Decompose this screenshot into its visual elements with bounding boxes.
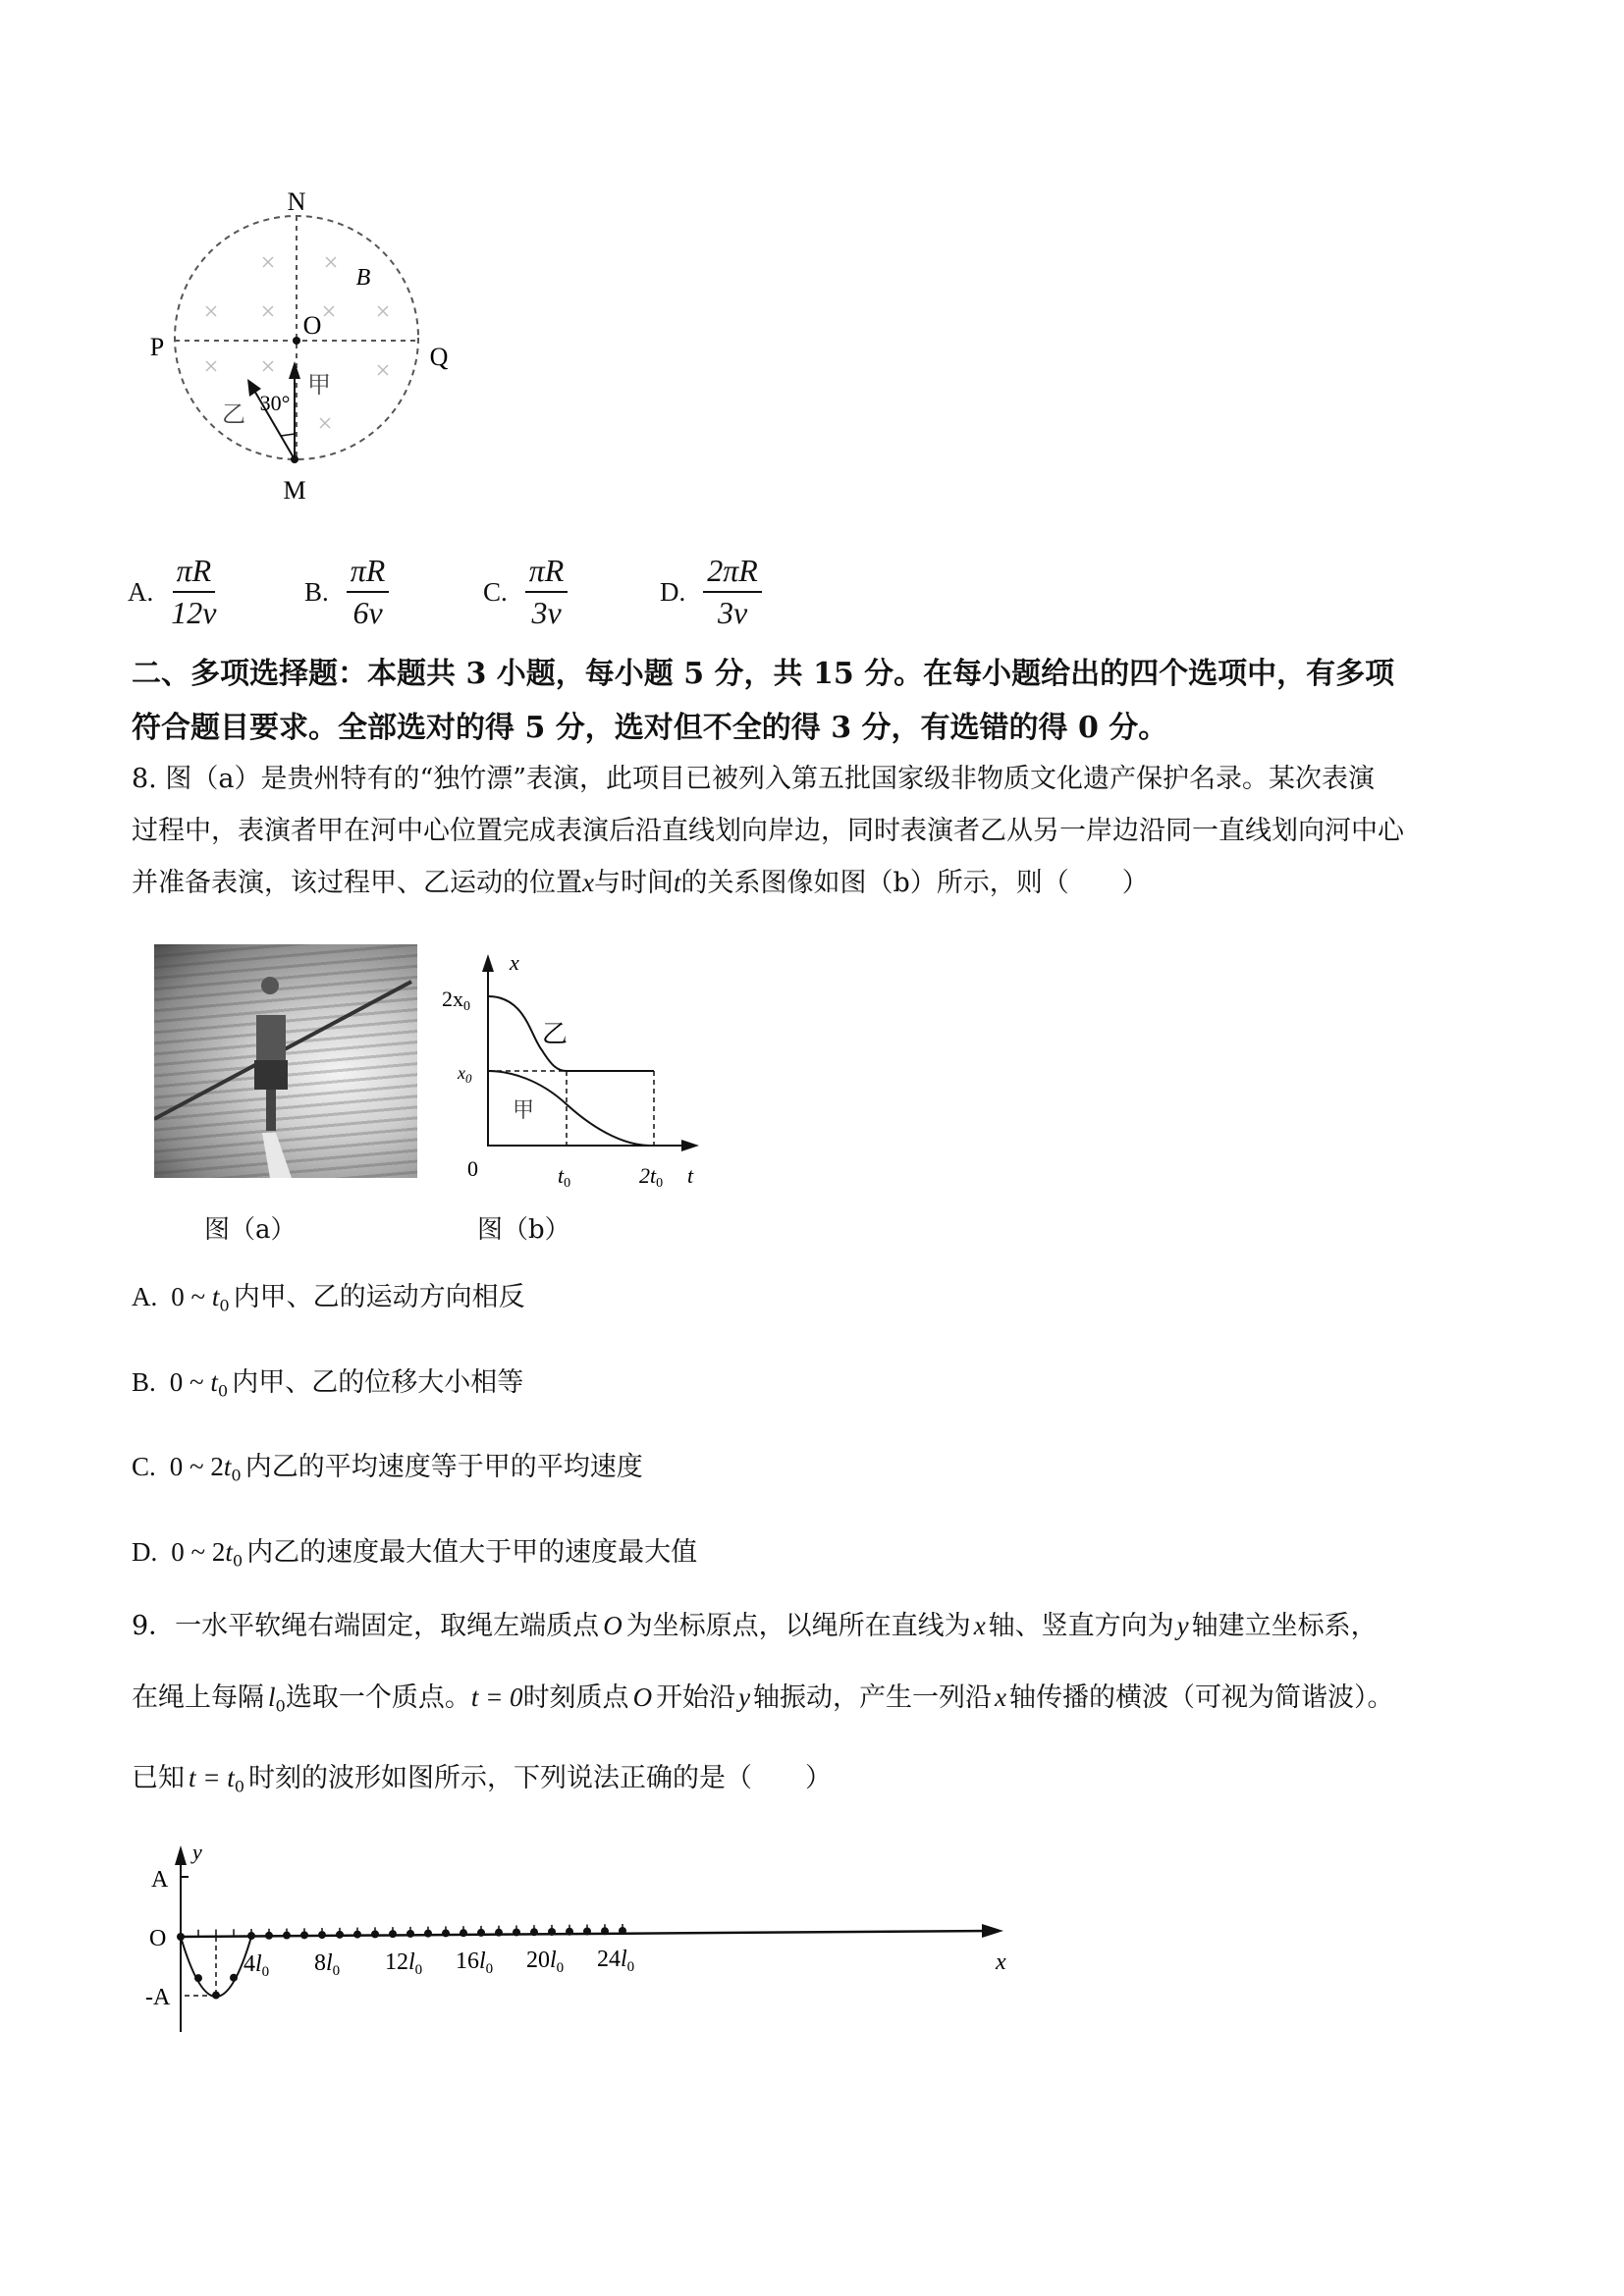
rope-particle <box>442 1929 450 1937</box>
center-point <box>293 337 300 345</box>
q8-stem-line2: 过程中，表演者甲在河中心位置完成表演后沿直线划向岸边，同时表演者乙从另一岸边沿同一直线划向河中心 <box>132 816 1404 846</box>
wave-particle <box>230 1974 238 1982</box>
option-range: 0 ~ 2 <box>169 1452 224 1481</box>
option-letter: C. <box>132 1452 156 1481</box>
rope-particle <box>477 1929 485 1937</box>
rope-particle <box>548 1928 556 1936</box>
tick-sub: 0 <box>556 1960 565 1977</box>
subscript: 0 <box>275 1696 286 1716</box>
option-letter: A. <box>132 1282 158 1311</box>
option-fraction <box>171 553 216 631</box>
rope-particle <box>424 1930 432 1938</box>
tick-sub: 0 <box>485 1961 494 1978</box>
rope-particle <box>353 1931 361 1939</box>
label-jia: 甲 <box>307 373 331 399</box>
q8-option-d[interactable] <box>132 1539 697 1570</box>
q9-wave-graph <box>128 1836 1011 2061</box>
stem-text: 为坐标原点，以绳所在直线为 <box>625 1611 971 1641</box>
wave-graph-svg <box>128 1836 1011 2061</box>
rope-particle <box>265 1932 273 1940</box>
amp-neg-label: -A <box>145 1985 171 2010</box>
q7-circle-figure <box>137 187 481 520</box>
tick-text: t <box>558 1163 565 1188</box>
x-tick-labels <box>244 1947 634 1980</box>
var-t: t <box>225 1537 233 1567</box>
magnetic-field-circle-diagram <box>137 187 481 520</box>
var-x: x <box>995 1682 1007 1712</box>
var-y: y <box>1176 1611 1189 1640</box>
stem-text: 已知 <box>132 1763 185 1793</box>
label-q: Q <box>429 343 449 371</box>
tick-unit: l <box>255 1951 262 1978</box>
tick-unit: l <box>479 1949 486 1975</box>
stem-text: 轴振动，产生一列沿 <box>753 1682 993 1713</box>
stem-text: 轴建立坐标系， <box>1191 1611 1378 1641</box>
rope-particle <box>530 1928 538 1936</box>
tick-number: 8 <box>314 1950 326 1977</box>
subscript: 0 <box>234 1777 245 1796</box>
angle-arc <box>281 434 295 436</box>
tick-x0 <box>457 1063 472 1086</box>
rope-particle <box>371 1930 379 1938</box>
q8-stem-line1: 8. 图（a）是贵州特有的“独竹漂”表演，此项目已被列入第五批国家级非物质文化遗产保护名录。某次表演 <box>132 764 1376 794</box>
tick-sub: 0 <box>465 1071 472 1086</box>
tick-number: 24 <box>597 1947 621 1973</box>
option-fraction <box>525 553 568 631</box>
caption-figure-a: 图（a） <box>204 1215 297 1245</box>
rope-particle <box>247 1932 255 1940</box>
rope-particle <box>513 1928 520 1936</box>
wave-particle <box>212 1992 220 2000</box>
var-t: t <box>211 1282 220 1311</box>
q7-option-c[interactable] <box>483 553 660 631</box>
section2-heading-line2: 符合题目要求。全部选对的得 5 分，选对但不全的得 3 分，有选错的得 0 分。 <box>132 711 1168 745</box>
section2-heading-line1: 二、多项选择题：本题共 3 小题，每小题 5 分，共 15 分。在每小题给出的四个选项中，有多项 <box>132 657 1395 691</box>
var-y: y <box>738 1682 751 1712</box>
option-letter: B. <box>132 1367 156 1397</box>
tick-sub: 0 <box>656 1176 664 1191</box>
tick-sub: 0 <box>332 1963 341 1980</box>
jia-arrowhead <box>289 361 300 379</box>
option-fraction <box>347 553 390 631</box>
performer-head <box>261 977 279 994</box>
var-o: O <box>632 1682 653 1712</box>
numerator: πR <box>347 553 390 593</box>
option-text: 内甲、乙的运动方向相反 <box>233 1282 525 1312</box>
var-t: t <box>673 868 681 897</box>
q9-stem-line1 <box>132 1613 1378 1639</box>
label-curve-yi: 乙 <box>542 1020 568 1048</box>
tick-unit: l <box>408 1949 415 1976</box>
q8-photo-figure-a <box>154 944 417 1178</box>
q8-stem-line3 <box>132 870 1149 896</box>
wave-particle <box>194 1974 202 1982</box>
rope-particle <box>566 1928 573 1936</box>
math-t-eq-t0: t = t <box>189 1763 235 1792</box>
stem-text: 并准备表演，该过程甲、乙运动的位置 <box>132 868 582 898</box>
rope-particle <box>300 1931 308 1939</box>
subscript: 0 <box>219 1296 230 1315</box>
x-tick-label <box>456 1949 493 1977</box>
label-curve-jia: 甲 <box>513 1097 535 1122</box>
tick-unit: l <box>326 1950 333 1977</box>
option-letter: B. <box>304 576 329 607</box>
q7-options <box>128 548 762 636</box>
x-tick-label <box>385 1949 422 1978</box>
var-l: l <box>268 1682 276 1712</box>
tick-2t0 <box>639 1163 663 1191</box>
x-tick-label <box>526 1948 564 1976</box>
subscript: 0 <box>232 1551 244 1571</box>
tick-number: 16 <box>456 1949 479 1975</box>
performer-silhouette <box>154 944 417 1178</box>
caption-figure-b: 图（b） <box>477 1215 570 1245</box>
tick-2x0 <box>442 987 470 1014</box>
var-o: O <box>603 1611 623 1640</box>
tick-number: 4 <box>244 1951 255 1978</box>
q7-option-b[interactable] <box>304 553 483 631</box>
numerator: 2πR <box>703 553 762 593</box>
tick-number: 12 <box>385 1949 408 1976</box>
rope-particle <box>389 1930 397 1938</box>
tick-text: x <box>458 1063 465 1083</box>
performer-skirt <box>254 1060 288 1090</box>
tick-sub: 0 <box>626 1959 635 1976</box>
x-tick-label <box>597 1947 634 1975</box>
rope-particle <box>583 1927 591 1935</box>
stem-text: 选取一个质点。 <box>285 1682 471 1713</box>
x-tick-label <box>314 1950 340 1979</box>
q8-option-b[interactable] <box>132 1369 523 1400</box>
q8-xt-graph-figure-b <box>432 942 727 1198</box>
stem-text: 轴、竖直方向为 <box>988 1611 1174 1641</box>
x-arrowhead <box>982 1924 1003 1938</box>
numerator: πR <box>525 553 568 593</box>
rope-particle <box>336 1931 344 1939</box>
tick-sub: 0 <box>414 1962 423 1979</box>
q9-stem-line3 <box>132 1765 832 1795</box>
tick-number: 20 <box>526 1948 550 1974</box>
stem-text: 与时间 <box>593 868 674 898</box>
y-arrowhead <box>482 954 494 972</box>
bamboo-pole <box>262 1133 292 1178</box>
rope-particle <box>318 1931 326 1939</box>
amp-pos-label: A <box>151 1867 169 1893</box>
option-letter: D. <box>132 1537 158 1567</box>
denominator: 6v <box>352 595 383 630</box>
performer-legs <box>266 1090 276 1131</box>
t-axis-label: t <box>687 1163 694 1188</box>
denominator: 3v <box>531 595 562 630</box>
option-letter: C. <box>483 576 508 607</box>
option-fraction <box>703 553 762 631</box>
q7-option-a[interactable] <box>128 553 304 631</box>
q8-option-c[interactable] <box>132 1454 643 1484</box>
tick-sub: 0 <box>564 1176 571 1191</box>
x-tick-label <box>244 1951 269 1980</box>
numerator: πR <box>173 553 216 593</box>
stem-text: 时刻质点 <box>522 1682 629 1713</box>
origin-label: 0 <box>467 1156 478 1181</box>
stem-text: 时刻的波形如图所示，下列说法正确的是（ ） <box>248 1763 833 1793</box>
denominator: 12v <box>171 595 217 630</box>
stem-text: 在绳上每隔 <box>132 1682 264 1713</box>
math-t-eq-0: t = 0 <box>470 1682 523 1712</box>
x-axis-label: x <box>996 1949 1006 1975</box>
origin-label: O <box>149 1926 167 1951</box>
option-letter: A. <box>128 576 154 607</box>
label-b: B <box>355 265 371 291</box>
option-range: 0 ~ <box>171 1282 212 1311</box>
subscript: 0 <box>231 1466 242 1485</box>
option-text: 内乙的平均速度等于甲的平均速度 <box>244 1452 643 1482</box>
var-x: x <box>582 868 594 897</box>
var-t: t <box>223 1452 232 1481</box>
stem-text: 9．一水平软绳右端固定，取绳左端质点 <box>132 1611 600 1641</box>
q8-option-a[interactable] <box>132 1284 525 1314</box>
tick-sub: 0 <box>463 999 470 1014</box>
xt-graph <box>432 942 727 1198</box>
y-axis-label: y <box>192 1840 202 1864</box>
rope-particle <box>601 1927 609 1935</box>
y-arrowhead <box>175 1845 187 1865</box>
tick-sub: 0 <box>261 1964 270 1981</box>
option-letter: D. <box>660 576 686 607</box>
option-text: 内乙的速度最大值大于甲的速度最大值 <box>246 1537 698 1568</box>
label-yi: 乙 <box>222 402 245 428</box>
tick-text: 2t <box>639 1163 657 1188</box>
rope-particle <box>460 1929 467 1937</box>
option-text: 内甲、乙的位移大小相等 <box>232 1367 524 1398</box>
denominator: 3v <box>717 595 748 630</box>
t-arrowhead <box>681 1140 699 1151</box>
label-m: M <box>283 476 306 505</box>
tick-unit: l <box>550 1948 557 1974</box>
subscript: 0 <box>217 1381 229 1401</box>
tick-unit: l <box>621 1947 627 1973</box>
option-range: 0 ~ <box>169 1367 211 1397</box>
performer-body <box>256 1015 286 1064</box>
var-t: t <box>210 1367 218 1397</box>
var-x: x <box>973 1611 986 1640</box>
y-axis-label: x <box>510 950 519 975</box>
label-o: O <box>302 311 322 340</box>
label-n: N <box>287 187 306 216</box>
rope-particle <box>283 1932 291 1940</box>
label-angle: 30° <box>259 391 291 415</box>
q9-stem-line2 <box>132 1684 1394 1715</box>
tick-text: 2x <box>442 987 463 1011</box>
stem-text: 的关系图像如图（b）所示，则（ ） <box>680 868 1149 898</box>
rope-particle <box>406 1930 414 1938</box>
q7-option-d[interactable] <box>660 553 762 631</box>
tick-t0 <box>558 1163 570 1191</box>
stem-text: 轴传播的横波（可视为简谐波）。 <box>1009 1682 1394 1713</box>
rope-particle <box>177 1933 185 1941</box>
label-p: P <box>149 333 165 361</box>
rope-particle <box>495 1929 503 1937</box>
option-range: 0 ~ 2 <box>171 1537 226 1567</box>
stem-text: 开始沿 <box>656 1682 736 1713</box>
rope-particle <box>619 1927 626 1935</box>
